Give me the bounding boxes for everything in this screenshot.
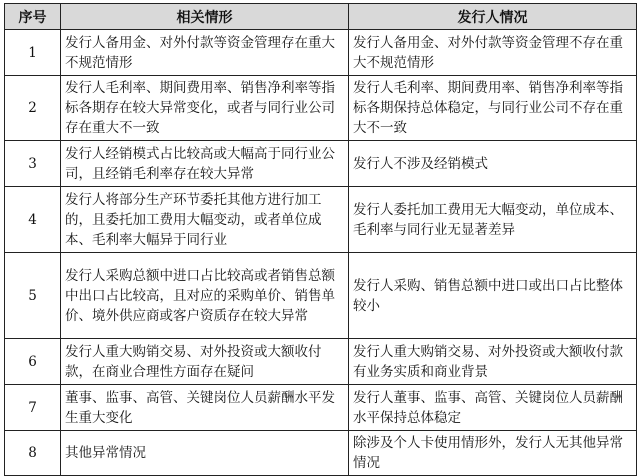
row-issuer: 除涉及个人卡使用情形外，发行人无其他异常情况 [349,431,637,476]
table-row [5,141,637,187]
row-situation: 发行人经销模式占比较高或大幅高于同行业公司，且经销毛利率存在较大异常 [61,141,349,187]
row-issuer: 发行人不涉及经销模式 [349,141,637,187]
row-index: 5 [5,253,61,339]
row-index: 1 [5,30,61,76]
row-situation: 发行人将部分生产环节委托其他方进行加工的，且委托加工费用大幅变动，或者单位成本、毛利率大幅异于同行业 [61,187,349,253]
header-row [5,4,637,30]
row-situation: 其他异常情况 [61,431,349,476]
row-situation: 发行人毛利率、期间费用率、销售净利率等指标各期存在较大异常变化，或者与同行业公司存在重大不一致 [61,76,349,141]
table-row [5,339,637,385]
row-issuer: 发行人委托加工费用无大幅变动，单位成本、毛利率与同行业无显著差异 [349,187,637,253]
row-situation: 发行人重大购销交易、对外投资或大额收付款，在商业合理性方面存在疑问 [61,339,349,385]
row-index: 6 [5,339,61,385]
header-index: 序号 [5,4,61,30]
row-issuer: 发行人董事、监事、高管、关键岗位人员薪酬水平保持总体稳定 [349,385,637,431]
row-issuer: 发行人备用金、对外付款等资金管理不存在重大不规范情形 [349,30,637,76]
row-situation: 发行人备用金、对外付款等资金管理存在重大不规范情形 [61,30,349,76]
table-row [5,187,637,253]
row-index: 8 [5,431,61,476]
header-issuer: 发行人情况 [349,4,637,30]
row-index: 3 [5,141,61,187]
table-row [5,385,637,431]
row-issuer: 发行人重大购销交易、对外投资或大额收付款有业务实质和商业背景 [349,339,637,385]
row-index: 4 [5,187,61,253]
row-index: 2 [5,76,61,141]
comparison-table [4,3,637,476]
table-row [5,76,637,141]
table-row [5,30,637,76]
row-situation: 董事、监事、高管、关键岗位人员薪酬水平发生重大变化 [61,385,349,431]
table-row [5,431,637,476]
row-issuer: 发行人毛利率、期间费用率、销售净利率等指标各期保持总体稳定，与同行业公司不存在重大不一致 [349,76,637,141]
row-issuer: 发行人采购、销售总额中进口或出口占比整体较小 [349,253,637,339]
row-index: 7 [5,385,61,431]
table-row [5,253,637,339]
row-situation: 发行人采购总额中进口占比较高或者销售总额中出口占比较高，且对应的采购单价、销售单价、境外供应商或客户资质存在较大异常 [61,253,349,339]
header-situation: 相关情形 [61,4,349,30]
